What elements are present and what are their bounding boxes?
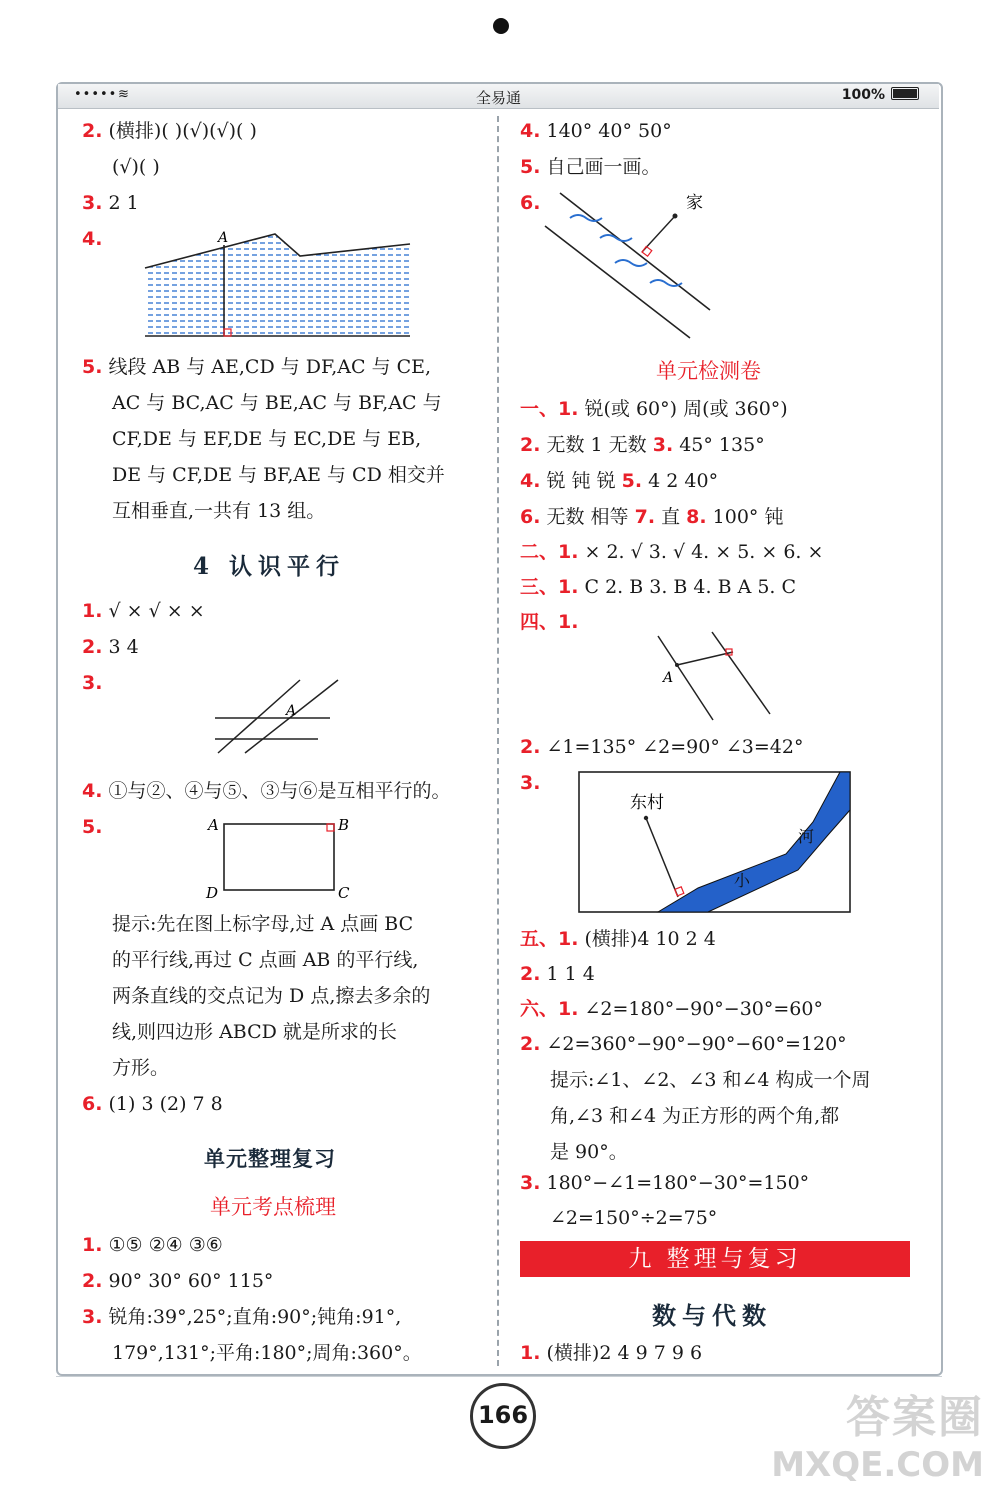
- point-label-D: D: [206, 884, 219, 902]
- perpendicular-figure: [655, 630, 785, 725]
- test-6-3-cont: ∠2=150°÷2=75°: [550, 1207, 718, 1229]
- section-heading-parallel: 4 认识平行: [193, 553, 346, 580]
- chapter-banner: 九 整理与复习: [520, 1241, 910, 1277]
- test-4-1: [520, 611, 578, 634]
- water-depth-figure: [140, 228, 420, 343]
- item-number: 6.: [520, 192, 541, 214]
- parallel-lines-figure: [210, 678, 340, 758]
- item-number: 3.: [652, 434, 674, 456]
- item-number: 2.: [82, 1270, 103, 1292]
- left-item-3: [82, 192, 139, 215]
- watermark-logo-text: 答案圈: [846, 1392, 984, 1443]
- test-1-8-text: 100° 钝: [712, 506, 784, 528]
- numbers-item-1-text: (横排)2 4 9 7 9 6: [546, 1342, 703, 1364]
- item-number: 4.: [520, 470, 541, 492]
- test-1-6-text: 无数 相等: [546, 506, 629, 528]
- left-item-4: [82, 228, 102, 251]
- page-number: 166: [470, 1383, 536, 1449]
- section-number: 二、1.: [520, 541, 579, 563]
- hint-line-1: 提示:先在图上标字母,过 A 点画 BC: [112, 913, 414, 935]
- test-5-1-text: (横排)4 10 2 4: [584, 928, 716, 950]
- column-divider: [497, 116, 499, 1366]
- item-number: 8.: [686, 506, 707, 528]
- section-heading-numbers: 数与代数: [652, 1301, 772, 1330]
- left-item-3-text: 2 1: [108, 192, 139, 214]
- item-number: 5.: [82, 816, 103, 838]
- test-1-3-text: 45° 135°: [679, 434, 765, 456]
- test-6-1-text: ∠2=180°−90°−30°=60°: [584, 998, 823, 1020]
- left-item-2: [82, 120, 257, 143]
- status-bar: [58, 84, 939, 109]
- hint-line-4: 线,则四边形 ABCD 就是所求的长: [112, 1021, 397, 1043]
- test-4-2-text: ∠1=135° ∠2=90° ∠3=42°: [546, 736, 804, 758]
- point-label-A: A: [218, 230, 229, 246]
- item-number: 7.: [634, 506, 656, 528]
- test-1-1: [520, 398, 788, 421]
- left-parallel-5: [82, 816, 102, 839]
- test-3: [520, 576, 796, 599]
- section-number: 一、1.: [520, 398, 579, 420]
- item-number: 5.: [621, 470, 643, 492]
- wifi-icon: ≋: [118, 87, 130, 102]
- review-item-2: [82, 1270, 273, 1293]
- river-char-1: 小: [734, 871, 751, 890]
- left-parallel-2: [82, 636, 139, 659]
- item-number: 3.: [520, 772, 541, 794]
- review-item-3: [82, 1306, 401, 1329]
- section-number: 六、1.: [520, 998, 579, 1020]
- item-number: 1.: [520, 1342, 541, 1364]
- test-5-2: [520, 963, 595, 986]
- test-2-text: × 2. √ 3. √ 4. × 5. × 6. ×: [584, 541, 824, 563]
- hint-line-3: 两条直线的交点记为 D 点,擦去多余的: [112, 985, 431, 1007]
- item-number: 1.: [82, 1234, 103, 1256]
- bottom-rule: [56, 1376, 942, 1377]
- home-label: 家: [686, 193, 703, 213]
- review-item-3-text: 锐角:39°,25°;直角:90°;钝角:91°,: [108, 1306, 402, 1328]
- river-home-figure: [540, 188, 730, 338]
- test-4-2: [520, 736, 803, 759]
- left-item-5-line-1: 线段 AB 与 AE,CD 与 DF,AC 与 CE,: [108, 356, 432, 378]
- item-number: 1.: [82, 600, 103, 622]
- hint-line-5: 方形。: [112, 1057, 170, 1079]
- test-1-2-text: 无数 1 无数: [546, 434, 647, 456]
- watermark: [771, 1381, 984, 1485]
- test-6-3-text: 180°−∠1=180°−30°=150°: [546, 1172, 810, 1194]
- left-item-2-cont: (√)( ): [112, 156, 160, 178]
- item-number: 3.: [82, 1306, 103, 1328]
- test-1-2: [520, 434, 765, 457]
- right-item-5-text: 自己画一画。: [546, 156, 661, 178]
- battery-percent: 100%: [841, 87, 885, 103]
- item-number: 2.: [82, 120, 103, 142]
- right-item-6: [520, 192, 540, 215]
- left-item-2-text: (横排)( )(√)(√)( ): [108, 120, 257, 142]
- test-6-hint-3: 是 90°。: [550, 1141, 628, 1163]
- signal-indicator: •••••: [74, 87, 118, 102]
- review-item-1: [82, 1234, 223, 1257]
- test-6-2-text: ∠2=360°−90°−90°−60°=120°: [546, 1033, 847, 1055]
- test-1-6: [520, 506, 783, 529]
- item-number: 2.: [520, 1033, 541, 1055]
- item-number: 3.: [82, 672, 103, 694]
- unit-review-title: 单元整理复习: [204, 1146, 336, 1171]
- item-number: 6.: [520, 506, 541, 528]
- right-item-4: [520, 120, 672, 143]
- left-parallel-3: [82, 672, 102, 695]
- test-2: [520, 541, 823, 564]
- test-1-5-text: 4 2 40°: [648, 470, 719, 492]
- review-item-2-text: 90° 30° 60° 115°: [108, 1270, 274, 1292]
- right-item-5: [520, 156, 661, 179]
- section-number: 四、1.: [520, 611, 579, 633]
- test-6-hint-1: 提示:∠1、∠2、∠3 和∠4 构成一个周: [550, 1069, 871, 1091]
- item-number: 5.: [82, 356, 103, 378]
- app-title: 全易通: [475, 89, 521, 107]
- test-5-1: [520, 928, 716, 951]
- hint-line-2: 的平行线,再过 C 点画 AB 的平行线,: [112, 949, 419, 971]
- review-item-1-text: ①⑤ ②④ ③⑥: [108, 1234, 223, 1256]
- unit-test-title: 单元检测卷: [656, 359, 761, 383]
- item-number: 3.: [520, 1172, 541, 1194]
- item-number: 2.: [82, 636, 103, 658]
- test-3-text: C 2. B 3. B 4. B A 5. C: [584, 576, 797, 598]
- item-number: 6.: [82, 1093, 103, 1115]
- test-5-2-text: 1 1 4: [546, 963, 595, 985]
- left-parallel-4-text: ①与②、④与⑤、③与⑥是互相平行的。: [108, 780, 451, 802]
- left-item-5-line-3: CF,DE 与 EF,DE 与 EC,DE 与 EB,: [112, 428, 422, 450]
- test-4-3: [520, 772, 540, 795]
- item-number: 5.: [520, 156, 541, 178]
- point-label-C: C: [338, 884, 350, 902]
- numbers-item-1: [520, 1342, 702, 1365]
- point-label-A: A: [663, 670, 674, 686]
- point-label-A: A: [208, 816, 219, 834]
- test-1-4-text: 锐 钝 锐: [546, 470, 616, 492]
- point-label-A: A: [286, 703, 297, 719]
- item-number: 4.: [82, 228, 103, 250]
- test-6-2: [520, 1033, 847, 1056]
- right-item-4-text: 140° 40° 50°: [546, 120, 672, 142]
- item-number: 2.: [520, 736, 541, 758]
- left-item-5-line-5: 互相垂直,一共有 13 组。: [112, 500, 326, 522]
- rectangle-abcd-figure: [200, 812, 360, 902]
- point-label-B: B: [338, 816, 350, 834]
- left-item-5-line-2: AC 与 BC,AC 与 BE,AC 与 BF,AC 与: [112, 392, 442, 414]
- item-number: 2.: [520, 963, 541, 985]
- section-number: 三、1.: [520, 576, 579, 598]
- battery-status: [842, 87, 919, 103]
- left-item-5-line-4: DE 与 CF,DE 与 BF,AE 与 CD 相交并: [112, 464, 445, 486]
- test-1-7-text: 直: [661, 506, 681, 528]
- river-char-2: 河: [798, 827, 815, 846]
- item-number: 2.: [520, 434, 541, 456]
- test-6-1: [520, 998, 823, 1021]
- left-parallel-1-text: √ × √ × ×: [108, 600, 205, 622]
- item-number: 4.: [520, 120, 541, 142]
- left-parallel-6-text: (1) 3 (2) 7 8: [108, 1093, 223, 1115]
- review-item-3-cont: 179°,131°;平角:180°;周角:360°。: [112, 1342, 422, 1364]
- left-parallel-6: [82, 1093, 223, 1116]
- watermark-url: MXQE.COM: [771, 1445, 984, 1485]
- section-number: 五、1.: [520, 928, 579, 950]
- test-1-4: [520, 470, 718, 493]
- item-number: 4.: [82, 780, 103, 802]
- item-number: 3.: [82, 192, 103, 214]
- village-label: 东村: [630, 793, 664, 813]
- battery-icon: [891, 87, 919, 100]
- test-6-hint-2: 角,∠3 和∠4 为正方形的两个角,都: [550, 1105, 840, 1127]
- left-item-5: [82, 356, 431, 379]
- left-parallel-2-text: 3 4: [108, 636, 139, 658]
- test-6-3: [520, 1172, 809, 1195]
- left-parallel-4: [82, 780, 451, 803]
- unit-review-subtitle: 单元考点梳理: [210, 1195, 336, 1219]
- village-river-map: [578, 770, 852, 916]
- left-parallel-1: [82, 600, 205, 623]
- test-1-1-text: 锐(或 60°) 周(或 360°): [584, 398, 788, 420]
- camera-dot: [493, 18, 509, 34]
